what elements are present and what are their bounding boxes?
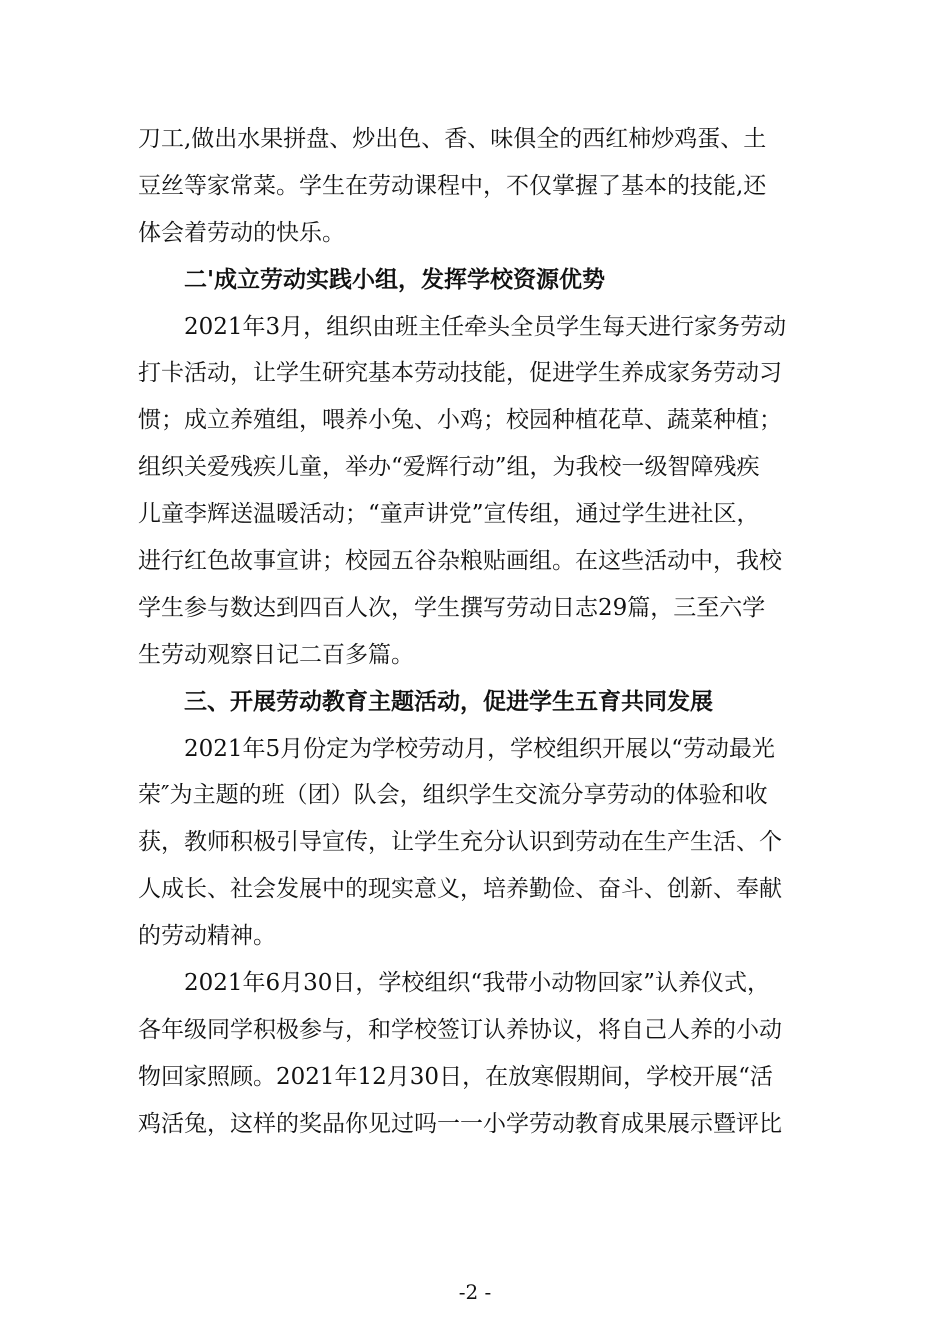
text-line: 各年级同学积极参与，和学校签订认养协议，将自己人养的小动 [138, 1016, 782, 1043]
text-line: 生劳动观察日记二百多篇。 [138, 641, 414, 668]
text-line: 儿童李辉送温暖活动；“童声讲党”宣传组，通过学生进社区， [138, 501, 760, 528]
text-line: 刀工,做出水果拼盘、炒出色、香、味俱全的西红柿炒鸡蛋、土 [138, 126, 767, 152]
text-line: 学生参与数达到四百人次，学生撰写劳动日志29篇，三至六学 [138, 594, 766, 621]
paragraph-start: 2021年3月，组织由班主任牵头全员学生每天进行家务劳动 [184, 313, 787, 340]
text-line: 组织关爱残疾儿童，举办“爱辉行动”组，为我校一级智障残疾 [138, 454, 760, 481]
section-heading-3: 三、开展劳动教育主题活动，促进学生五育共同发展 [184, 688, 713, 715]
text-line: 惯；成立养殖组，喂养小兔、小鸡；校园种植花草、蔬菜种植； [138, 407, 782, 434]
page-number: -2 - [458, 1280, 492, 1304]
paragraph-start: 2021年6月30日，学校组织“我带小动物回家”认养仪式， [184, 970, 770, 997]
text-line: 获，教师积极引导宣传，让学生充分认识到劳动在生产生活、个 [138, 829, 782, 856]
text-line: 体会着劳动的快乐。 [138, 219, 345, 246]
text-line: 鸡活兔，这样的奖品你见过吗一一小学劳动教育成果展示暨评比 [138, 1110, 782, 1137]
text-line: 的劳动精神。 [138, 923, 276, 950]
section-heading-2: 二'成立劳动实践小组，发挥学校资源优势 [184, 266, 606, 293]
document-body [138, 119, 818, 1151]
text-line: 豆丝等家常菜。学生在劳动课程中，不仅掌握了基本的技能,还 [138, 172, 767, 199]
paragraph-start: 2021年5月份定为学校劳动月，学校组织开展以“劳动最光 [184, 735, 775, 762]
text-line: 进行红色故事宣讲；校园五谷杂粮贴画组。在这些活动中，我校 [138, 548, 782, 575]
text-line: 荣″为主题的班（团）队会，组织学生交流分享劳动的体验和收 [138, 782, 768, 809]
text-line: 物回家照顾。2021年12月30日，在放寒假期间，学校开展“活 [138, 1063, 773, 1090]
text-line: 打卡活动，让学生研究基本劳动技能，促进学生养成家务劳动习 [138, 360, 782, 387]
text-line: 人成长、社会发展中的现实意义，培养勤俭、奋斗、创新、奉献 [138, 876, 782, 903]
